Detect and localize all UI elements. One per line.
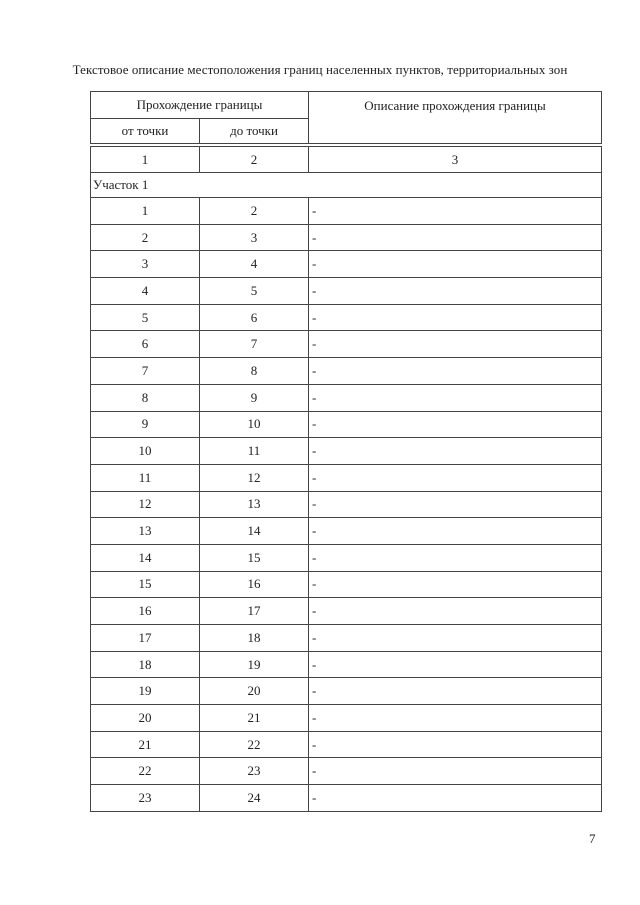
table-row — [91, 438, 602, 465]
from-point-cell: 12 — [91, 491, 200, 518]
from-point-cell: 2 — [91, 224, 200, 251]
column-number-2: 2 — [200, 147, 309, 173]
from-point-cell: 15 — [91, 571, 200, 598]
to-point-cell: 12 — [200, 464, 309, 491]
description-cell: - — [309, 438, 602, 465]
to-point-cell: 10 — [200, 411, 309, 438]
from-point-cell: 4 — [91, 278, 200, 305]
from-point-cell: 17 — [91, 625, 200, 652]
table-row — [91, 651, 602, 678]
description-cell: - — [309, 705, 602, 732]
to-point-cell: 9 — [200, 384, 309, 411]
description-cell: - — [309, 518, 602, 545]
from-point-header: от точки — [91, 119, 200, 144]
description-cell: - — [309, 625, 602, 652]
description-cell: - — [309, 251, 602, 278]
section-row — [91, 173, 602, 198]
description-cell: - — [309, 278, 602, 305]
to-point-cell: 14 — [200, 518, 309, 545]
table-row — [91, 278, 602, 305]
from-point-cell: 6 — [91, 331, 200, 358]
to-point-cell: 13 — [200, 491, 309, 518]
from-point-cell: 18 — [91, 651, 200, 678]
description-cell: - — [309, 598, 602, 625]
description-cell: - — [309, 464, 602, 491]
description-cell: - — [309, 331, 602, 358]
to-point-cell: 17 — [200, 598, 309, 625]
table-row — [91, 571, 602, 598]
table-row — [91, 491, 602, 518]
header-row-1 — [91, 92, 602, 119]
table-row — [91, 224, 602, 251]
to-point-cell: 15 — [200, 544, 309, 571]
table-row — [91, 358, 602, 385]
table-row — [91, 304, 602, 331]
to-point-cell: 7 — [200, 331, 309, 358]
from-point-cell: 8 — [91, 384, 200, 411]
from-point-cell: 16 — [91, 598, 200, 625]
table-row — [91, 758, 602, 785]
to-point-cell: 6 — [200, 304, 309, 331]
from-point-cell: 14 — [91, 544, 200, 571]
description-cell: - — [309, 678, 602, 705]
page-number: 7 — [589, 831, 596, 846]
from-point-cell: 23 — [91, 785, 200, 812]
description-cell: - — [309, 651, 602, 678]
to-point-cell: 8 — [200, 358, 309, 385]
to-point-cell: 22 — [200, 731, 309, 758]
from-point-cell: 1 — [91, 198, 200, 225]
from-point-cell: 21 — [91, 731, 200, 758]
section-label: Участок 1 — [91, 173, 602, 198]
description-cell: - — [309, 224, 602, 251]
from-point-cell: 22 — [91, 758, 200, 785]
from-point-cell: 13 — [91, 518, 200, 545]
to-point-cell: 4 — [200, 251, 309, 278]
description-cell: - — [309, 785, 602, 812]
to-point-cell: 2 — [200, 198, 309, 225]
description-cell: - — [309, 358, 602, 385]
description-cell: - — [309, 304, 602, 331]
from-point-cell: 20 — [91, 705, 200, 732]
table-row — [91, 544, 602, 571]
table-row — [91, 678, 602, 705]
description-cell: - — [309, 571, 602, 598]
to-point-cell: 3 — [200, 224, 309, 251]
to-point-cell: 20 — [200, 678, 309, 705]
column-number-3: 3 — [309, 147, 602, 173]
table-row — [91, 384, 602, 411]
from-point-cell: 11 — [91, 464, 200, 491]
table-row — [91, 518, 602, 545]
description-header: Описание прохождения границы — [309, 92, 602, 144]
page-title: Текстовое описание местоположения границ населенных пунктов, территориальных зон — [72, 62, 568, 77]
to-point-cell: 21 — [200, 705, 309, 732]
to-point-cell: 19 — [200, 651, 309, 678]
table-row — [91, 331, 602, 358]
description-cell: - — [309, 411, 602, 438]
from-point-cell: 5 — [91, 304, 200, 331]
table-row — [91, 705, 602, 732]
boundary-passage-header: Прохождение границы — [91, 92, 309, 119]
table-row — [91, 625, 602, 652]
column-number-1: 1 — [91, 147, 200, 173]
to-point-header: до точки — [200, 119, 309, 144]
description-cell: - — [309, 758, 602, 785]
from-point-cell: 9 — [91, 411, 200, 438]
to-point-cell: 11 — [200, 438, 309, 465]
boundary-table — [90, 91, 602, 812]
to-point-cell: 24 — [200, 785, 309, 812]
to-point-cell: 23 — [200, 758, 309, 785]
table-row — [91, 464, 602, 491]
table-row — [91, 785, 602, 812]
to-point-cell: 16 — [200, 571, 309, 598]
from-point-cell: 10 — [91, 438, 200, 465]
table-row — [91, 731, 602, 758]
table-row — [91, 251, 602, 278]
table-row — [91, 411, 602, 438]
description-cell: - — [309, 384, 602, 411]
from-point-cell: 3 — [91, 251, 200, 278]
table-row — [91, 598, 602, 625]
from-point-cell: 19 — [91, 678, 200, 705]
description-cell: - — [309, 198, 602, 225]
table-row — [91, 198, 602, 225]
description-cell: - — [309, 544, 602, 571]
column-number-row — [91, 147, 602, 173]
from-point-cell: 7 — [91, 358, 200, 385]
to-point-cell: 5 — [200, 278, 309, 305]
to-point-cell: 18 — [200, 625, 309, 652]
description-cell: - — [309, 731, 602, 758]
description-cell: - — [309, 491, 602, 518]
